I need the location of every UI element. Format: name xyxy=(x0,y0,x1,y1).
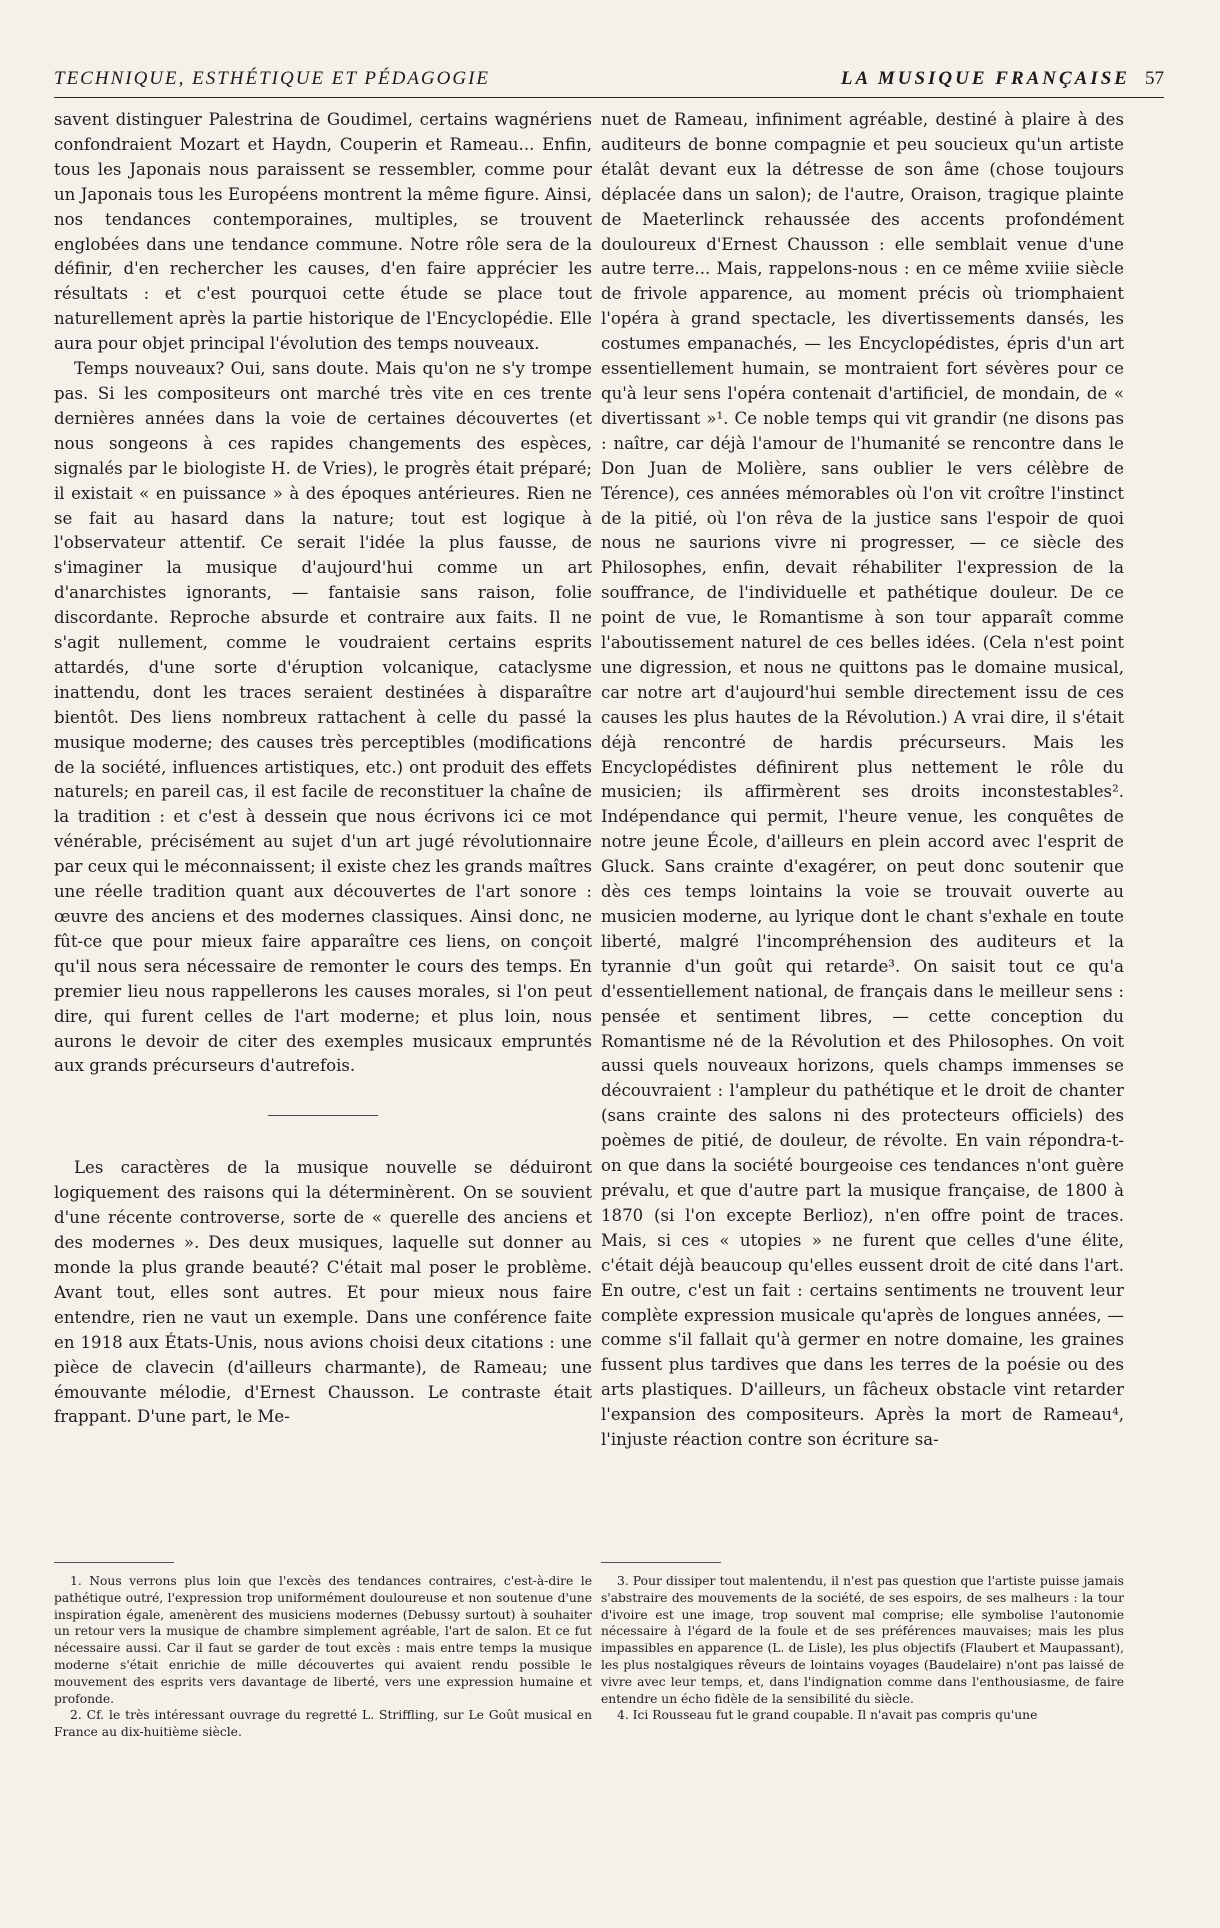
left-paragraph-1: savent distinguer Palestrina de Goudimel, certains wagnériens confondraient Mozart et Haydn, Couperin et Rameau... Enfin, tous les Japonais nous paraissent se ressembler, comme pour un Japonais tous les Européens montrent la même figure. Ainsi, nos tendances contemporaines, multiples, se trouvent englobées dans une tendance commune. Notre rôle sera de la définir, d'en rechercher les causes, d'en faire apprécier les résultats : et c'est pourquoi cette étude se place tout naturellement après la partie historique de l'Encyclopédie. Elle aura pour objet principal l'évolution des temps nouveaux. xyxy=(54,110,592,354)
section-separator xyxy=(268,1115,378,1116)
page-number: 57 xyxy=(1145,68,1164,89)
footnotes-left xyxy=(54,1573,592,1741)
footnote-3: 3. Pour dissiper tout malentendu, il n'est pas question que l'artiste puisse jamais s'abstraire des mouvements de la société, de ses espoirs, de ses malheurs : la tour d'ivoire est une image, trop souvent mal comprise; elle symbolise l'autonomie nécessaire à l'égard de la foule et de ses préférences mauvaises; mais les plus impassibles en apparence (L. de Lisle), les plus objectifs (Flaubert et Maupassant), les plus nostalgiques rêveurs de lointains voyages (Baudelaire) n'ont pas laissé de vivre avec leur temps, et, dans l'indignation comme dans l'enthousiasme, de faire entendre un écho fidèle de la sensibilité du siècle. xyxy=(601,1574,1124,1706)
left-paragraph-3: Les caractères de la musique nouvelle se déduiront logiquement des raisons qui la déterminèrent. On se souvient d'une récente controverse, sorte de « querelle des anciens et des modernes ». Des deux musiques, laquelle sut donner au monde la plus grande beauté? C'était mal poser le problème. Avant tout, elles sont autres. Et pour mieux nous faire entendre, rien ne vaut un exemple. Dans une conférence faite en 1918 aux États-Unis, nous avions choisi deux citations : une pièce de clavecin (d'ailleurs charmante), de Rameau; une émouvante mélodie, d'Ernest Chausson. Le contraste était frappant. D'une part, le Me- xyxy=(54,1158,592,1427)
footnote-rule-left xyxy=(54,1562,174,1563)
footnote-rule-right xyxy=(601,1562,721,1563)
left-column xyxy=(54,108,592,1430)
footnote-2: 2. Cf. le très intéressant ouvrage du regretté L. Striffling, sur Le Goût musical en France au dix-huitième siècle. xyxy=(54,1708,592,1740)
header-left-title: TECHNIQUE, ESTHÉTIQUE ET PÉDAGOGIE xyxy=(54,68,491,89)
footnote-4: 4. Ici Rousseau fut le grand coupable. Il n'avait pas compris qu'une xyxy=(617,1708,1038,1723)
footnote-1: 1. Nous verrons plus loin que l'excès des tendances contraires, c'est-à-dire le pathétique outré, l'expression trop uniformément douloureuse et non soutenue d'une inspiration égale, amenèrent des musiciens modernes (Debussy surtout) à souhaiter un retour vers la musique de chambre simplement agréable, l'art de salon. Et ce fut nécessaire aussi. Car il faut se garder de tout excès : mais entre temps la musique moderne s'était enrichie de mille découvertes qui avaient rendu possible le mouvement des esprits vers davantage de liberté, vers une expression humaine et profonde. xyxy=(54,1574,592,1706)
header-right-title: LA MUSIQUE FRANÇAISE xyxy=(840,68,1130,89)
header-rule xyxy=(54,97,1164,98)
left-paragraph-2: Temps nouveaux? Oui, sans doute. Mais qu'on ne s'y trompe pas. Si les compositeurs ont marché très vite en ces trente dernières années dans la voie de certaines découvertes (et nous songeons à ces rapides changements des espèces, signalés par le biologiste H. de Vries), le progrès était préparé; il existait « en puissance » à des époques antérieures. Rien ne se fait au hasard dans la nature; tout est logique à l'observateur attentif. Ce serait l'idée la plus fausse, de s'imaginer la musique d'aujourd'hui comme un art d'anarchistes ignorants, — fantaisie sans raison, folie discordante. Reproche absurde et contraire aux faits. Il ne s'agit nullement, comme le voudraient certains esprits attardés, d'une sorte d'éruption volcanique, cataclysme inattendu, dont les traces seraient destinées à disparaître bientôt. Des liens nombreux rattachent à celle du passé la musique moderne; des causes très perceptibles (modifications de la société, influences artistiques, etc.) ont produit des effets naturels; en pareil cas, il est facile de reconstituer la chaîne de la tradition : et c'est à dessein que nous écrivons ici ce mot vénérable, précisément au sujet d'un art jugé révolutionnaire par ceux qui le méconnaissent; il existe chez les grands maîtres une réelle tradition quant aux découvertes de l'art sonore : œuvre des anciens et des modernes classiques. Ainsi donc, ne fût-ce que pour mieux faire apparaître ces liens, on conçoit qu'il nous sera nécessaire de remonter le cours des temps. En premier lieu nous rappellerons les causes morales, si l'on peut dire, qui furent celles de l'art moderne; et plus loin, nous aurons le devoir de citer des exemples musicaux empruntés aux grands précurseurs d'autrefois. xyxy=(54,359,592,1076)
right-paragraph-1: nuet de Rameau, infiniment agréable, destiné à plaire à des auditeurs de bonne compagnie et peu soucieux qu'un artiste étalât devant eux la détresse de son âme (chose toujours déplacée dans un salon); de l'autre, Oraison, tragique plainte de Maeterlinck rehaussée des accents profondément douloureux d'Ernest Chausson : elle semblait venue d'une autre terre... Mais, rappelons-nous : en ce même xviiie siècle de frivole apparence, au moment précis où triomphaient l'opéra à grand spectacle, les divertissements dansés, les costumes empanachés, — les Encyclopédistes, épris d'un art essentiellement humain, se montraient fort sévères pour ce qu'à leur sens l'opéra contenait d'artificiel, de mondain, de « divertissant »¹. Ce noble temps qui vit grandir (ne disons pas : naître, car déjà l'amour de l'humanité se rencontre dans le Don Juan de Molière, sans oublier le vers célèbre de Térence), ces années mémorables où l'on vit croître l'instinct de la pitié, où l'on rêva de la justice sans l'espoir de quoi nous ne saurions vivre ni progresser, — ce siècle des Philosophes, enfin, devait réhabiliter l'expression de la souffrance, de l'individuelle et pathétique douleur. De ce point de vue, le Romantisme à son tour apparaît comme l'aboutissement naturel de ces belles idées. (Cela n'est point une digression, et nous ne quittons pas le domaine musical, car notre art d'aujourd'hui semble directement issu de ces causes les plus hautes de la Révolution.) A vrai dire, il s'était déjà rencontré de hardis précurseurs. Mais les Encyclopédistes définirent plus nettement le rôle du musicien; ils affirmèrent ses droits inconstestables². Indépendance qui permit, l'heure venue, les conquêtes de notre jeune École, d'ailleurs en plein accord avec l'esprit de Gluck. Sans crainte d'exagérer, on peut donc soutenir que dès ces temps lointains la voie se trouvait ouverte au musicien moderne, au lyrique dont le chant s'exhale en toute liberté, malgré l'incompréhension des auditeurs et la tyrannie d'un goût qui retarde³. On saisit tout ce qu'a d'essentiellement national, de français dans le meilleur sens : pensée et sentiment libres, — cette conception du Romantisme né de la Révolution et des Philosophes. On voit aussi quels nouveaux horizons, quels champs immenses se découvraient : l'ampleur du pathétique et le droit de chanter (sans crainte des salons ni des protecteurs officiels) des poèmes de pitié, de douleur, de révolte. En vain répondra-t-on que dans la société bourgeoise ces tendances n'ont guère prévalu, et que d'autre part la musique française, de 1800 à 1870 (si l'on excepte Berlioz), n'en offre point de traces. Mais, si ces « utopies » ne furent que celles d'une élite, c'était déjà beaucoup qu'elles eussent droit de cité dans l'art. En outre, c'est un fait : certains sentiments ne trouvent leur complète expression musicale qu'après de longues années, — comme s'il fallait qu'à germer en notre domaine, les graines fussent plus tardives que dans les terres de la poésie ou des arts plastiques. D'ailleurs, un fâcheux obstacle vint retarder l'expansion des compositeurs. Après la mort de Rameau⁴, l'injuste réaction contre son écriture sa- xyxy=(601,110,1124,1450)
footnotes-right xyxy=(601,1573,1124,1724)
right-column xyxy=(601,108,1124,1453)
